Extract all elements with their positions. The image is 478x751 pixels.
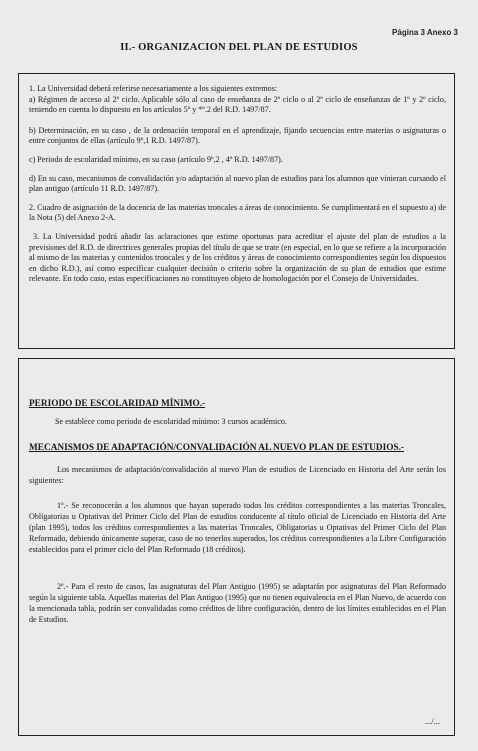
mecanismo-paragraph-1: 1º.- Se reconocerán a los alumnos que hayan superado todos los créditos correspondientes a las materias Troncales, Obligatorias u Optativas del Primer Ciclo del Plan de estudios conducente al título oficial de Licenciado en Historia del Arte (plan 1995), todos los créditos correspondientes a las materias Troncales, Obligatorias u Optativas del Primer Ciclo del Plan Reformado, debiendo únicamente superar, caso de no tenerlos superados, los créditos correspondientes a la Libre Configuración establecidos para el primer ciclo del Plan Reformado (18 créditos). [29,501,446,554]
instruction-item-b: b) Determinación, en su caso , de la ordenación temporal en el aprendizaje, fijando secuencias entre materias o asignaturas o entre conjuntos de ellas (artículo 9º,1 R.D. 1497/87). [29,125,446,146]
continuation-marker: .../... [424,716,440,726]
instruction-item-d: d) En su caso, mecanismos de convalidación y/o adaptación al nuevo plan de estudios para los alumnos que vinieran cursando el plan antiguo (artículo 11 R.D. 1497/87). [29,173,446,194]
instruction-item-3: 3. La Universidad podrá añadir las aclaraciones que estime oportunas para acreditar el ajuste del plan de estudios a la previsiones del R.D. de directrices generales propias del título de que se trate (en especial, en lo que se refiere a la incorporación al mismo de las materias y contenidos troncales y de los créditos y áreas de conocimiento correspondientes según los dispuestos en dicho R.D.), así como especificar cualquier decisión o criterio sobre la organización de su plan de estudios que estime relevante. En todo caso, estas especificaciones no constituyen objeto de homologación por el Consejo de Universidades. [29,231,446,284]
page-reference: Página 3 Anexo 3 [392,28,458,37]
instruction-item-2: 2. Cuadro de asignación de la docencia de las materias troncales a áreas de conocimiento. Se cumplimentará en el supuesto a) de la Nota (5) del Anexo 2-A. [29,202,446,223]
periodo-heading: PERIODO DE ESCOLARIDAD MÍNIMO.- [29,399,206,409]
instruction-item-c: c) Periodo de escolaridad mínimo, en su caso (artículo 9º,2 , 4º R.D. 1497/87). [29,154,283,164]
periodo-text: Se establece como periodo de escolaridad mínimo: 3 cursos académico. [55,417,287,426]
instructions-box [18,73,455,349]
mecanismo-paragraph-2: 2º.- Para el resto de casos, las asignaturas del Plan Antiguo (1995) se adaptarán por asignaturas del Plan Reformado según la siguiente tabla. Aquellas materias del Plan Antiguo (1995) que no tienen equivalencia en el Plan Nuevo, de acuerdo con la mencionada tabla, podrán ser convalidadas como créditos de libre configuración, dentro de los límites establecidos en el Plan de Estudios. [29,582,446,624]
mecanismos-intro: Los mecanismos de adaptación/convalidación al nuevo Plan de estudios de Licenciado en Historia del Arte serán los siguientes: [29,465,446,485]
instructions-intro: 1. La Universidad deberá referirse necesariamente a los siguientes extremos: [29,84,278,93]
page-title: II.- ORGANIZACION DEL PLAN DE ESTUDIOS [120,42,358,53]
instruction-item-a: a) Régimen de acceso al 2º ciclo. Aplicable sólo al caso de enseñanza de 2º ciclo o al 2º ciclo de enseñanzas de 1º y 2º ciclo, teniendo en cuenta lo dispuesto en los artículos 5º y *º.2 del R.D. 1497/87. [29,94,446,115]
mecanismos-heading: MECANISMOS DE ADAPTACIÓN/CONVALIDACIÓN AL NUEVO PLAN DE ESTUDIOS.- [29,443,405,453]
content-box [18,358,455,736]
